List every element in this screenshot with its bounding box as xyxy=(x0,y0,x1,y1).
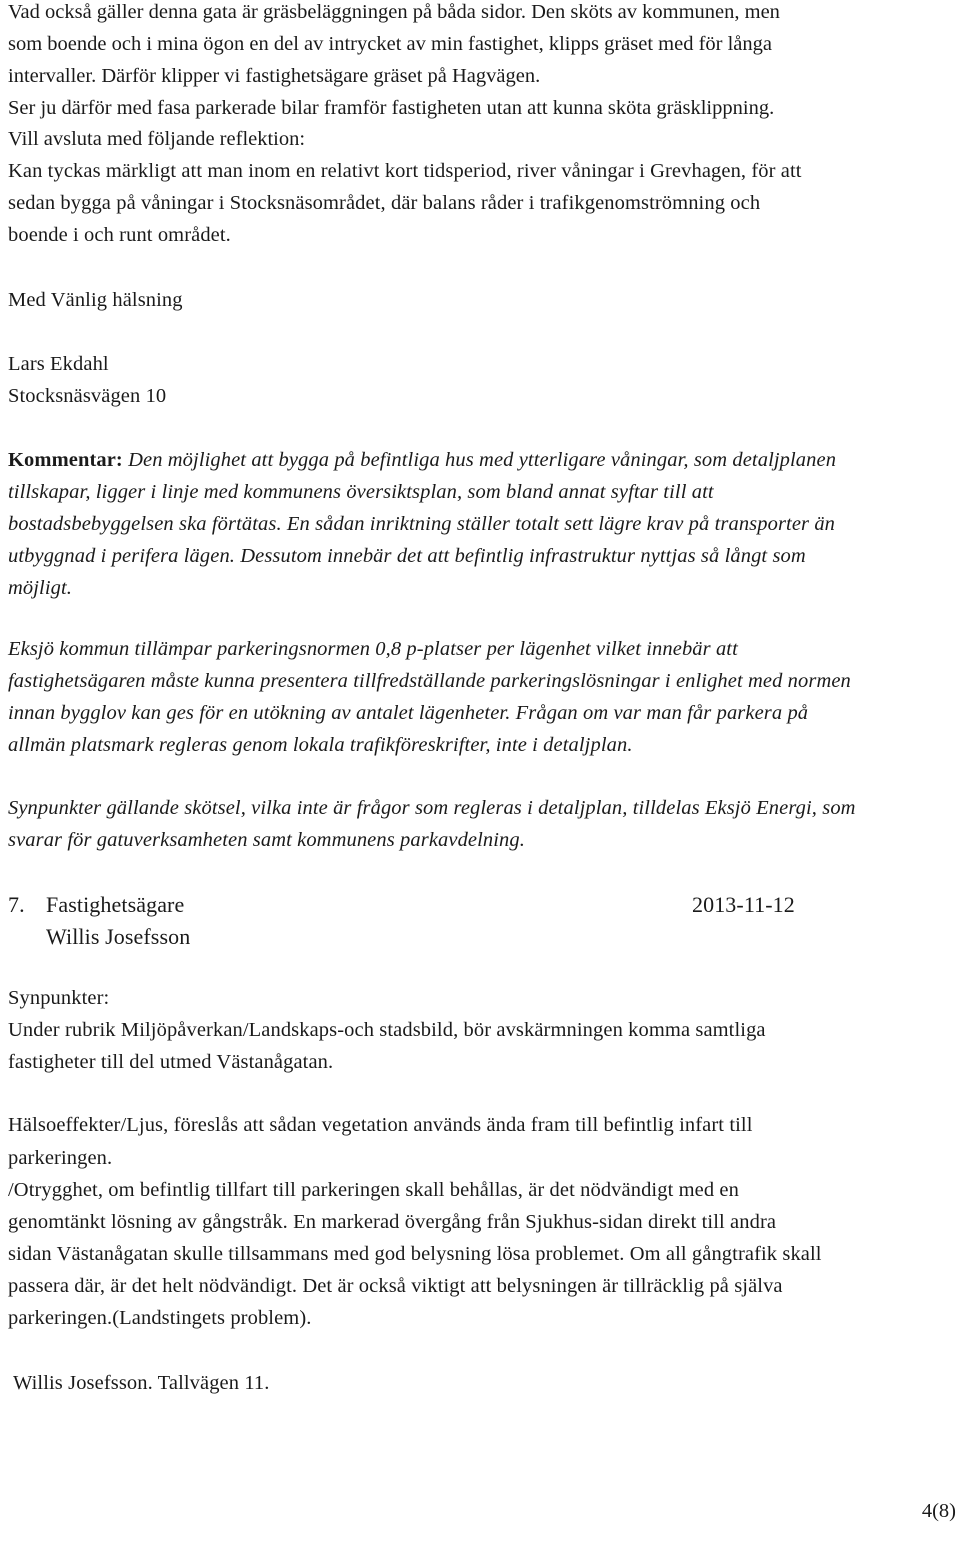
intro-line: Kan tyckas märkligt att man inom en relativt kort tidsperiod, river våningar i Grevhagen, för att xyxy=(8,160,802,182)
section-name: Willis Josefsson xyxy=(46,924,191,949)
synpunkter-reply-line: svarar för gatuverksamheten samt kommunens parkavdelning. xyxy=(8,829,525,851)
kommentar-line: utbyggnad i perifera lägen. Dessutom innebär det att befintlig infrastruktur nyttjas så långt som xyxy=(8,545,806,567)
synpunkter-reply-line: Synpunkter gällande skötsel, vilka inte är frågor som regleras i detaljplan, tilldelas Eksjö Energi, som xyxy=(8,797,856,819)
kommentar-line: tillskapar, ligger i linje med kommunens översiktsplan, som bland annat syftar till att xyxy=(8,481,714,503)
body-line: sidan Västanågatan skulle tillsammans med god belysning lösa problemet. Om all gångtrafik skall xyxy=(8,1243,822,1265)
intro-line: Vill avsluta med följande reflektion: xyxy=(8,128,306,150)
body-line: parkeringen. xyxy=(8,1147,113,1169)
body-line: parkeringen.(Landstingets problem). xyxy=(8,1307,312,1329)
parking-line: innan bygglov kan ges för en utökning av antalet lägenheter. Frågan om var man får parkera på xyxy=(8,702,809,724)
intro-line: sedan bygga på våningar i Stocksnäsområdet, där balans råder i trafikgenomströmning och xyxy=(8,192,761,214)
section-number: 7. xyxy=(8,892,25,917)
page-number: 4(8) xyxy=(921,1500,956,1522)
kommentar-text: Den möjlighet att bygga på befintliga hus med ytterligare våningar, som detaljplanen xyxy=(122,449,837,471)
section-date: 2013-11-12 xyxy=(692,892,795,917)
synpunkter-label: Synpunkter: xyxy=(8,987,110,1009)
kommentar-line: möjligt. xyxy=(8,577,73,599)
parking-line: fastighetsägaren måste kunna presentera tillfredställande parkeringslösningar i enlighet med normen xyxy=(8,670,851,692)
kommentar-line xyxy=(8,448,836,472)
closing-greeting: Med Vänlig hälsning xyxy=(8,289,183,311)
body-line: Hälsoeffekter/Ljus, föreslås att sådan vegetation används ända fram till befintlig infart till xyxy=(8,1114,753,1136)
parking-line: Eksjö kommun tillämpar parkeringsnormen 0,8 p-platser per lägenhet vilket innebär att xyxy=(8,638,738,660)
section-title: Fastighetsägare xyxy=(46,892,185,917)
intro-line: Ser ju därför med fasa parkerade bilar framför fastigheten utan att kunna sköta gräsklippning. xyxy=(8,97,775,119)
kommentar-line: bostadsbebyggelsen ska förtätas. En sådan inriktning ställer totalt sett lägre krav på transporter än xyxy=(8,513,836,535)
intro-line: boende i och runt området. xyxy=(8,224,231,246)
intro-line: intervaller. Därför klipper vi fastighetsägare gräset på Hagvägen. xyxy=(8,65,541,87)
body-line: /Otrygghet, om befintlig tillfart till parkeringen skall behållas, är det nödvändigt med en xyxy=(8,1179,739,1201)
body-line: genomtänkt lösning av gångstråk. En markerad övergång från Sjukhus-sidan direkt till andra xyxy=(8,1211,777,1233)
intro-line: som boende och i mina ögon en del av intrycket av min fastighet, klipps gräset med för långa xyxy=(8,33,772,55)
kommentar-label: Kommentar: xyxy=(8,449,123,471)
sender-name: Lars Ekdahl xyxy=(8,353,109,375)
signature: Willis Josefsson. Tallvägen 11. xyxy=(13,1372,270,1394)
sender-address: Stocksnäsvägen 10 xyxy=(8,385,167,407)
body-line: fastigheter till del utmed Västanågatan. xyxy=(8,1051,334,1073)
body-line: Under rubrik Miljöpåverkan/Landskaps-och stadsbild, bör avskärmningen komma samtliga xyxy=(8,1019,766,1041)
body-line: passera där, är det helt nödvändigt. Det är också viktigt att belysningen är tillräcklig på själva xyxy=(8,1275,783,1297)
intro-line: Vad också gäller denna gata är gräsbeläggningen på båda sidor. Den sköts av kommunen, men xyxy=(8,1,780,23)
parking-line: allmän platsmark regleras genom lokala trafikföreskrifter, inte i detaljplan. xyxy=(8,734,633,756)
